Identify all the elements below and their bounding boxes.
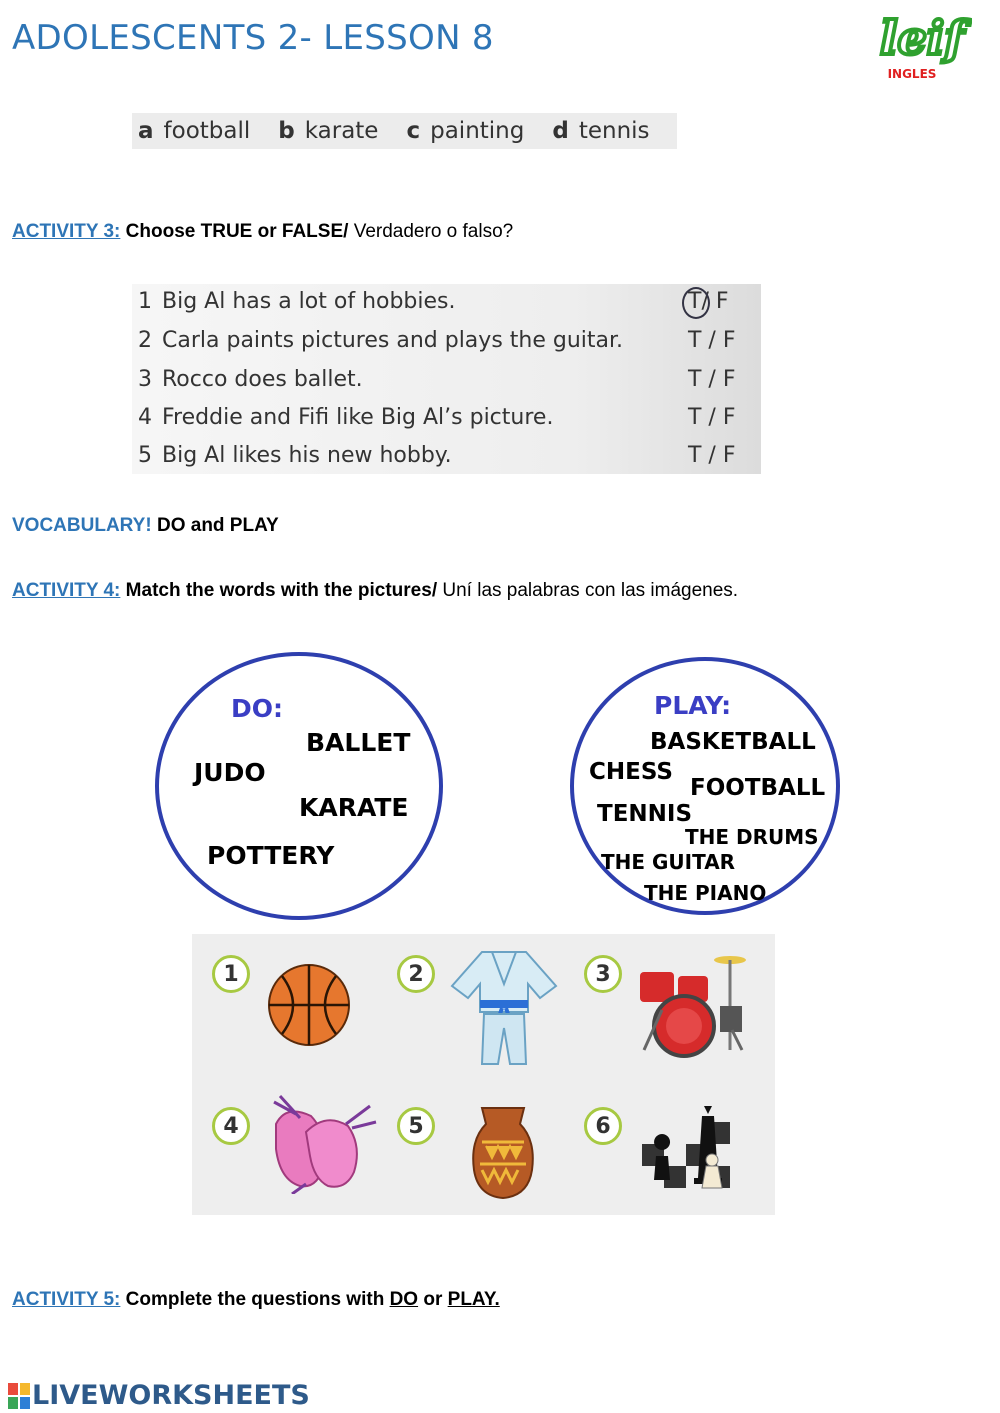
liveworksheets-badge-icon <box>8 1383 30 1409</box>
leif-logo <box>872 8 972 90</box>
footer-brand: LIVEWORKSHEETS <box>32 1380 310 1411</box>
tf-statement-row: 5 Big Al likes his new hobby. T / F <box>138 436 748 474</box>
tf-statement-row: 1 Big Al has a lot of hobbies. T/ F <box>138 282 748 320</box>
liveworksheets-logo <box>8 1380 310 1411</box>
picture-number-3: 3 <box>584 955 622 993</box>
play-heading: PLAY: <box>654 691 732 720</box>
do-word-ballet[interactable]: BALLET <box>306 728 411 757</box>
activity3-label: ACTIVITY 3: <box>12 221 121 242</box>
logo-word: leif <box>879 11 965 65</box>
do-word-karate[interactable]: KARATE <box>299 793 409 822</box>
activity5-or-word: or <box>423 1289 443 1310</box>
activity4-label: ACTIVITY 4: <box>12 580 121 601</box>
vocabulary-label: VOCABULARY! <box>12 515 152 536</box>
sports-options-strip <box>132 113 677 149</box>
ballet-shoes-icon <box>266 1094 381 1194</box>
tf-answer[interactable]: T / F <box>688 366 736 392</box>
picture-number-5: 5 <box>397 1107 435 1145</box>
play-word-football[interactable]: FOOTBALL <box>690 775 826 801</box>
pictures-panel <box>192 934 775 1215</box>
activity4-translation: Uní las palabras con las imágenes. <box>442 580 739 601</box>
tf-statement-row: 2 Carla paints pictures and plays the guitar. T / F <box>138 321 748 359</box>
true-false-box <box>132 284 761 474</box>
play-word-drums[interactable]: THE DRUMS <box>685 825 819 849</box>
tf-answer[interactable]: T / F <box>688 327 736 353</box>
tf-answer[interactable]: T / F <box>688 442 736 468</box>
tf-answer[interactable]: T / F <box>688 404 736 430</box>
chess-pieces-icon <box>638 1100 748 1200</box>
activity4-instruction: Match the words with the pictures/ <box>125 580 438 601</box>
do-circle <box>155 652 443 920</box>
play-word-tennis[interactable]: TENNIS <box>597 801 693 827</box>
logo-sub: INGLES <box>887 67 937 81</box>
do-word-judo[interactable]: JUDO <box>194 758 266 787</box>
judo-gi-icon <box>444 944 564 1069</box>
drum-kit-icon <box>632 950 762 1060</box>
picture-number-2: 2 <box>397 955 435 993</box>
tf-statement-row: 3 Rocco does ballet. T / F <box>138 360 748 398</box>
sport-option-b: b karate <box>278 118 379 144</box>
sport-option-d: d tennis <box>552 118 650 144</box>
play-word-guitar[interactable]: THE GUITAR <box>601 850 736 874</box>
tf-statement-row: 4 Freddie and Fifi like Big Al’s picture. T / F <box>138 398 748 436</box>
activity3-translation: Verdadero o falso? <box>353 221 514 242</box>
activity4-heading <box>12 580 738 602</box>
activity3-instruction: Choose TRUE or FALSE/ <box>125 221 349 242</box>
do-word-pottery[interactable]: POTTERY <box>207 841 335 870</box>
basketball-icon <box>264 960 354 1050</box>
tf-answer[interactable]: T/ F <box>688 289 748 314</box>
activity5-label: ACTIVITY 5: <box>12 1289 121 1310</box>
vocabulary-heading <box>12 515 279 537</box>
play-word-piano[interactable]: THE PIANO <box>644 881 767 905</box>
activity5-play-word: PLAY. <box>447 1289 500 1310</box>
activity5-heading <box>12 1289 500 1311</box>
activity5-do-word: DO <box>389 1289 419 1310</box>
sport-option-c: c painting <box>406 118 525 144</box>
sport-option-a: a football <box>138 118 251 144</box>
pottery-vase-icon <box>468 1102 538 1202</box>
picture-number-6: 6 <box>584 1107 622 1145</box>
do-heading: DO: <box>231 694 284 723</box>
play-word-chess[interactable]: CHESS <box>589 759 673 785</box>
activity5-instruction: Complete the questions with <box>125 1289 385 1310</box>
activity3-heading <box>12 221 513 243</box>
play-word-basketball[interactable]: BASKETBALL <box>650 729 816 755</box>
vocabulary-text: DO and PLAY <box>156 515 279 536</box>
answer-circle-mark <box>682 287 710 319</box>
picture-number-1: 1 <box>212 955 250 993</box>
play-circle <box>570 657 840 915</box>
page-title: ADOLESCENTS 2- LESSON 8 <box>12 18 494 58</box>
picture-number-4: 4 <box>212 1107 250 1145</box>
